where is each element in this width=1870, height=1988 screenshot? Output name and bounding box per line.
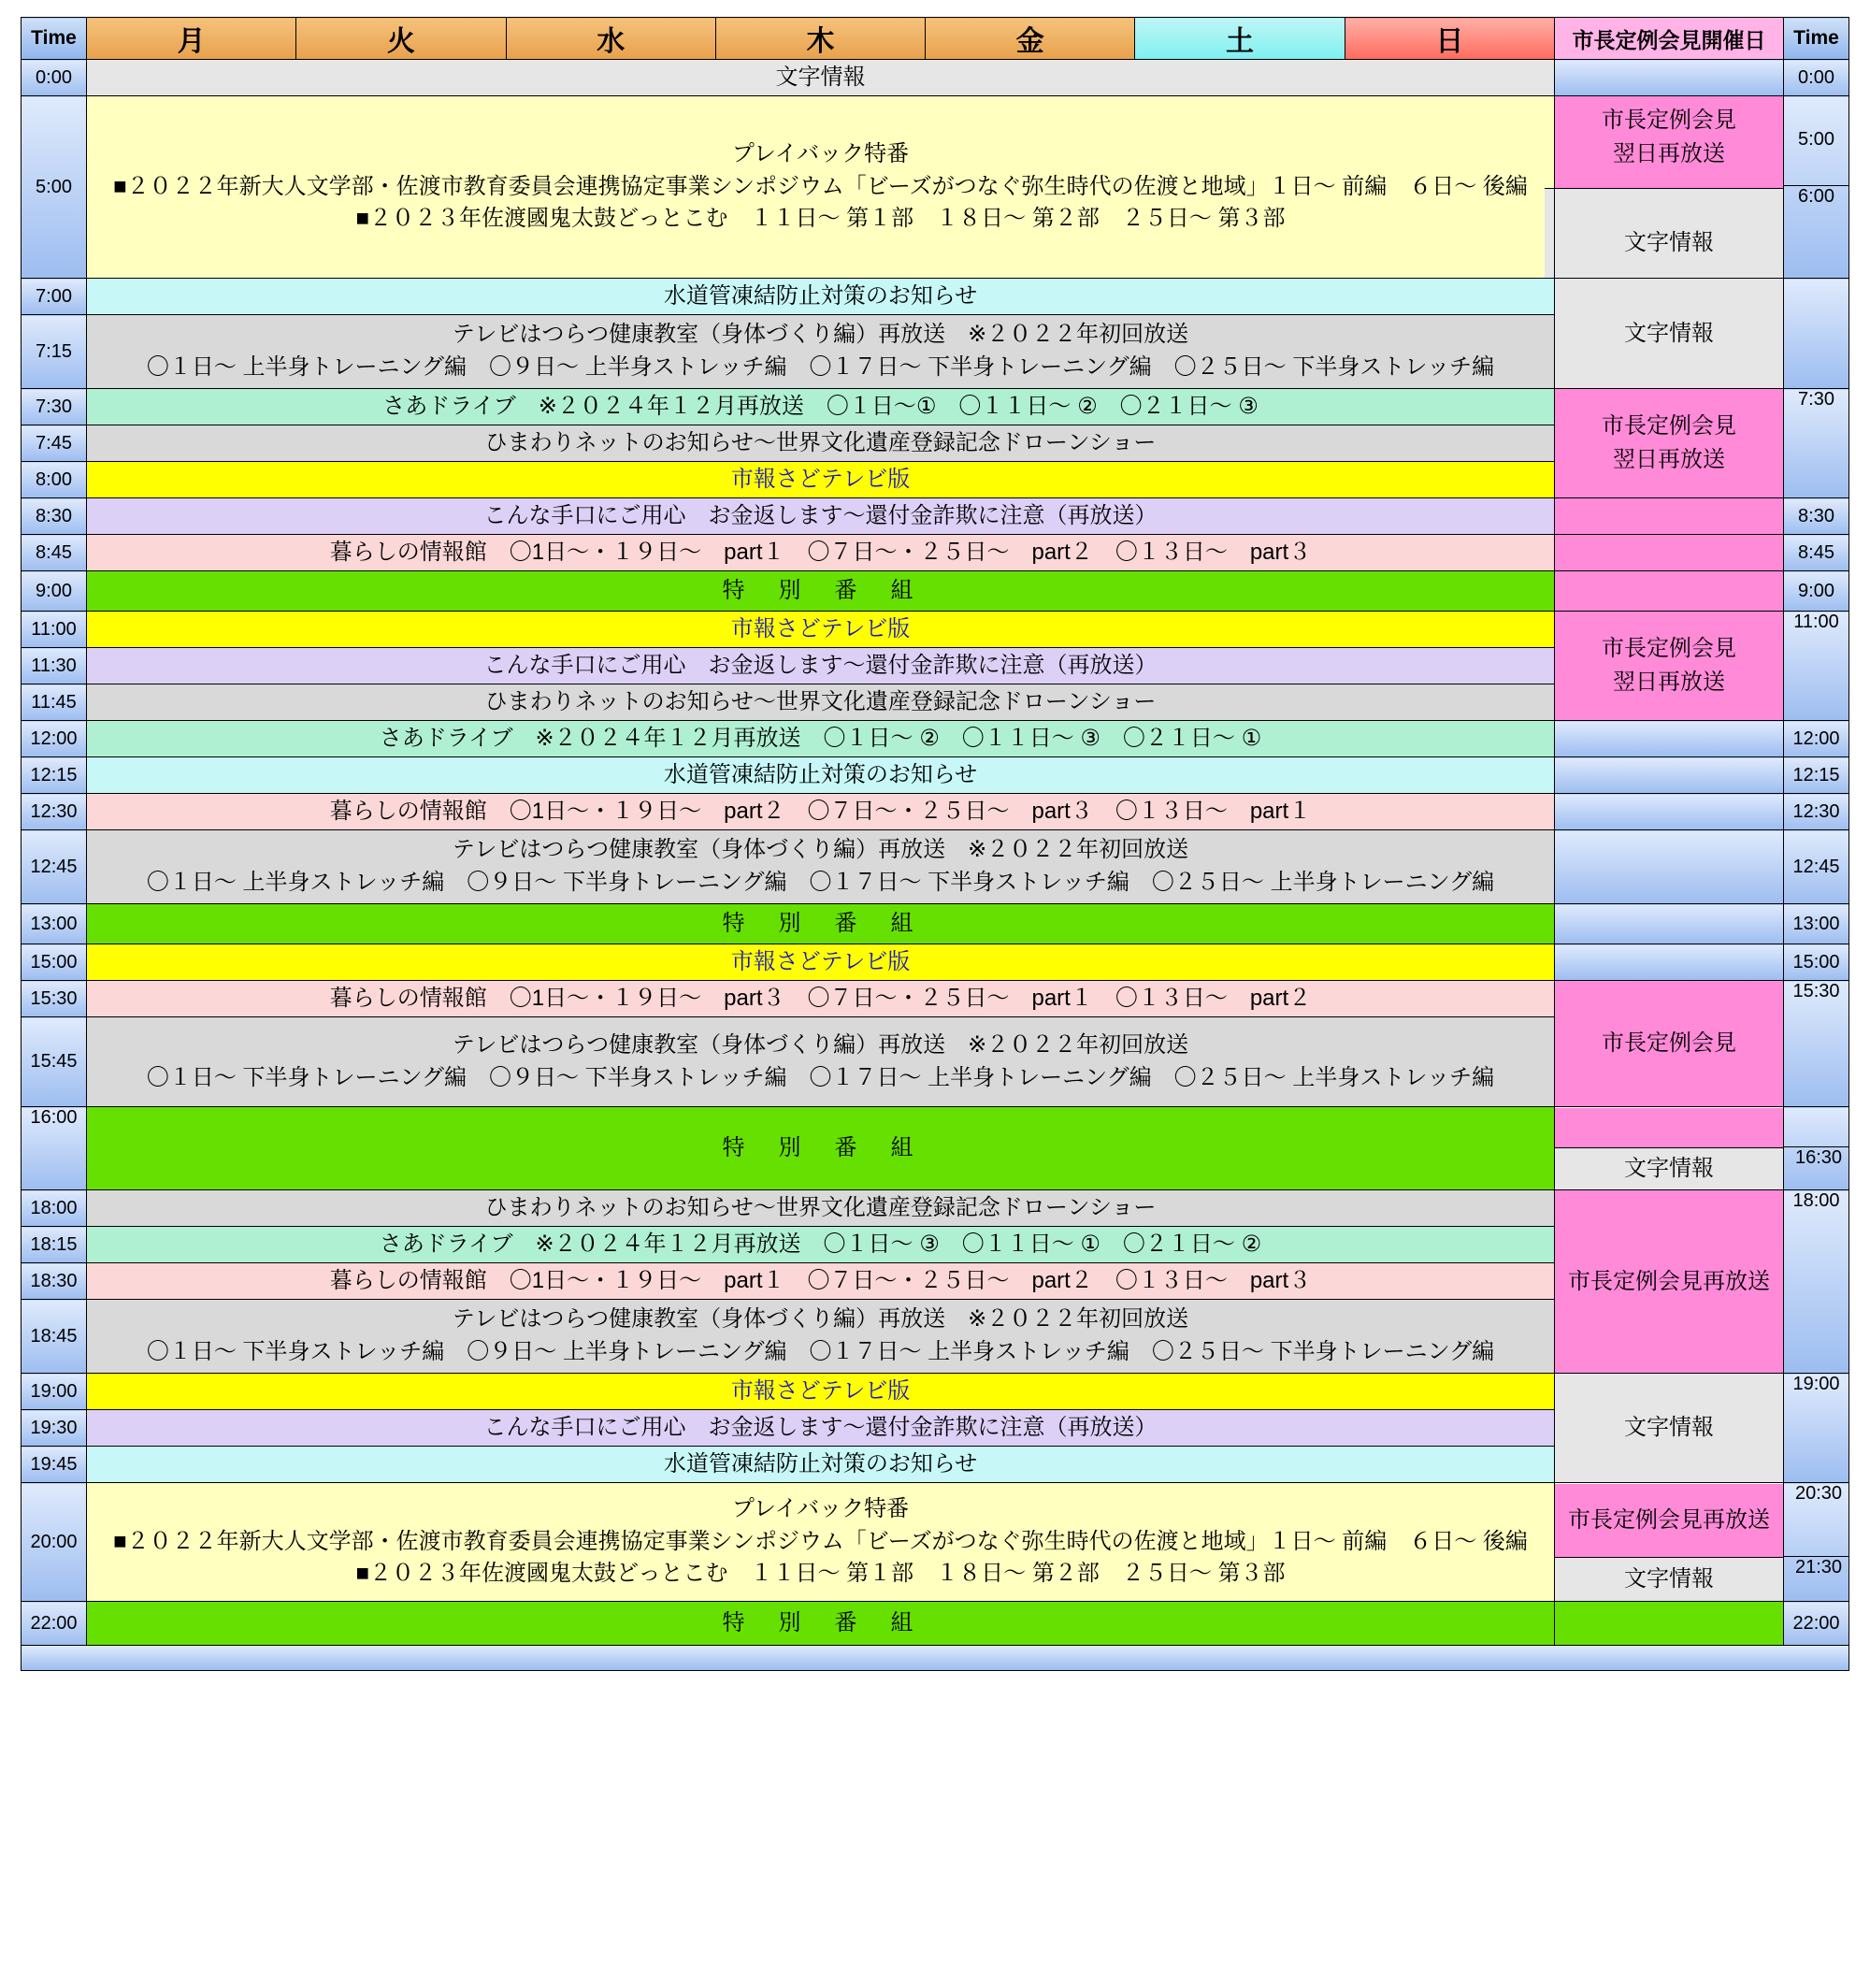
- press-line: 市長定例会見: [1602, 108, 1736, 133]
- table-row: [22, 1190, 1849, 1227]
- row-time-right: 12:45: [1784, 830, 1849, 904]
- press-line: 翌日再放送: [1613, 447, 1725, 472]
- row-time: 11:30: [22, 648, 87, 684]
- press-empty: [1555, 904, 1784, 944]
- table-row: [22, 904, 1849, 944]
- table-row: [22, 1602, 1849, 1646]
- row-time: 12:00: [22, 721, 87, 757]
- header-press-conference-day: 市長定例会見開催日: [1555, 18, 1784, 60]
- row-time: 11:00: [22, 612, 87, 648]
- header-day-thu: 木: [715, 18, 925, 60]
- row-time-right: 12:00: [1784, 721, 1849, 757]
- row-time: 8:00: [22, 462, 87, 498]
- row-time-right: 8:30: [1784, 498, 1849, 535]
- press-empty: [1555, 721, 1784, 757]
- program-title: プレイバック特番: [731, 1495, 910, 1521]
- table-header-row: [22, 18, 1849, 60]
- program-cell: 特 別 番 組: [87, 1602, 1555, 1646]
- row-time-right-top: 20:30: [1794, 1483, 1843, 1504]
- row-time-right: 7:30: [1784, 389, 1849, 498]
- row-time: 9:00: [22, 571, 87, 612]
- press-block: 市長定例会見再放送: [1555, 1484, 1783, 1557]
- program-cell: 暮らしの情報館 〇1日〜・１９日〜 part１ 〇７日〜・２５日〜 part２ 〇１３日〜 part３: [87, 1263, 1555, 1300]
- program-cell: こんな手口にご用心 お金返します〜還付金詐欺に注意（再放送）: [87, 498, 1555, 535]
- program-detail-2: ■２０２３年佐渡國鬼太鼓どっとこむ １１日〜 第１部 １８日〜 第２部 ２５日〜 第３部: [355, 206, 1286, 232]
- program-title: テレビはつらつ健康教室（身体づくり編）再放送 ※２０２２年初回放送: [452, 1031, 1189, 1058]
- program-title: テレビはつらつ健康教室（身体づくり編）再放送 ※２０２２年初回放送: [452, 1306, 1189, 1333]
- table-row: [22, 96, 1849, 279]
- program-cell: 文字情報: [87, 60, 1555, 96]
- press-block: [1555, 612, 1784, 721]
- table-row: [22, 612, 1849, 648]
- program-cell: 市報さどテレビ版: [87, 944, 1555, 981]
- press-block-group: [1555, 1107, 1784, 1190]
- program-detail-1: 〇１日〜 下半身ストレッチ編 〇９日〜 上半身トレーニング編 〇１７日〜 上半身ストレッチ編 〇２５日〜 下半身トレーニング編: [146, 1339, 1495, 1364]
- row-time: 19:30: [22, 1410, 87, 1447]
- program-cell: 市報さどテレビ版: [87, 612, 1555, 648]
- program-cell: さあドライブ ※２０２４年１２月再放送 〇１日〜① 〇１１日〜 ② 〇２１日〜 ③: [87, 389, 1555, 425]
- header-time-left: Time: [22, 18, 87, 60]
- table-row: [22, 535, 1849, 571]
- row-time-right-sub: 16:30: [1784, 1146, 1848, 1189]
- press-block: [1555, 389, 1784, 498]
- row-time-right: [1784, 1107, 1849, 1190]
- program-detail-1: 〇１日〜 下半身トレーニング編 〇９日〜 下半身ストレッチ編 〇１７日〜 上半身トレーニング編 〇２５日〜 上半身ストレッチ編: [146, 1064, 1495, 1090]
- program-cell: 市報さどテレビ版: [87, 462, 1555, 498]
- table-row: [22, 1107, 1849, 1190]
- program-cell: [87, 1483, 1555, 1602]
- program-cell: 水道管凍結防止対策のお知らせ: [87, 1447, 1555, 1483]
- press-line: 市長定例会見: [1602, 413, 1736, 439]
- press-block-group: [1555, 1483, 1784, 1602]
- press-block-empty: [1555, 571, 1784, 612]
- press-block-text-info: 文字情報: [1555, 1147, 1783, 1189]
- header-day-sat: 土: [1135, 18, 1345, 60]
- row-time: 8:30: [22, 498, 87, 535]
- row-time-right-bottom: 21:30: [1784, 1556, 1848, 1601]
- row-time-right: [1784, 96, 1849, 279]
- program-cell: 特 別 番 組: [87, 571, 1555, 612]
- program-title: テレビはつらつ健康教室（身体づくり編）再放送 ※２０２２年初回放送: [452, 837, 1189, 863]
- table-row: [22, 571, 1849, 612]
- program-cell: [87, 830, 1555, 904]
- program-detail-1: 〇１日〜 上半身トレーニング編 〇９日〜 上半身ストレッチ編 〇１７日〜 下半身トレーニング編 〇２５日〜 下半身ストレッチ編: [146, 354, 1495, 380]
- row-time: 20:00: [22, 1483, 87, 1602]
- program-cell: 暮らしの情報館 〇1日〜・１９日〜 part３ 〇７日〜・２５日〜 part１ 〇１３日〜 part２: [87, 981, 1555, 1017]
- program-detail-2: ■２０２３年佐渡國鬼太鼓どっとこむ １１日〜 第１部 １８日〜 第２部 ２５日〜 第３部: [355, 1561, 1286, 1587]
- row-time: 13:00: [22, 904, 87, 944]
- header-day-fri: 金: [926, 18, 1135, 60]
- row-time: 18:30: [22, 1263, 87, 1300]
- program-cell: こんな手口にご用心 お金返します〜還付金詐欺に注意（再放送）: [87, 1410, 1555, 1447]
- program-detail-1: 〇１日〜 上半身ストレッチ編 〇９日〜 下半身トレーニング編 〇１７日〜 下半身ストレッチ編 〇２５日〜 上半身トレーニング編: [146, 870, 1495, 895]
- program-cell: 暮らしの情報館 〇1日〜・１９日〜 part１ 〇７日〜・２５日〜 part２ 〇１３日〜 part３: [87, 535, 1555, 571]
- program-cell: こんな手口にご用心 お金返します〜還付金詐欺に注意（再放送）: [87, 648, 1555, 684]
- press-line: 翌日再放送: [1613, 670, 1725, 695]
- header-day-mon: 月: [87, 18, 296, 60]
- program-cell: さあドライブ ※２０２４年１２月再放送 〇１日〜 ③ 〇１１日〜 ① 〇２１日〜 ②: [87, 1227, 1555, 1263]
- press-block-empty: [1555, 1602, 1784, 1646]
- row-time: 16:00: [22, 1107, 87, 1190]
- press-line: 市長定例会見: [1602, 636, 1736, 661]
- row-time: 18:00: [22, 1190, 87, 1227]
- program-cell: 市報さどテレビ版: [87, 1374, 1555, 1410]
- table-row: [22, 279, 1849, 315]
- table-row: [22, 944, 1849, 981]
- header-time-right: Time: [1784, 18, 1849, 60]
- row-time: 18:15: [22, 1227, 87, 1263]
- table-row: [22, 60, 1849, 96]
- footer-strip: [21, 1646, 1849, 1671]
- press-block-text-info: 文字情報: [1545, 188, 1793, 286]
- table-row: [22, 794, 1849, 830]
- header-day-wed: 水: [506, 18, 715, 60]
- table-row: [22, 981, 1849, 1017]
- table-row: [22, 721, 1849, 757]
- program-detail-1: ■２０２２年新大人文学部・佐渡市教育委員会連携協定事業シンポジウム「ビーズがつなぐ弥生時代の佐渡と地域」１日〜 前編 ６日〜 後編: [113, 1528, 1528, 1554]
- row-time: 7:45: [22, 425, 87, 462]
- program-cell: ひまわりネットのお知らせ〜世界文化遺産登録記念ドローンショー: [87, 425, 1555, 462]
- row-time-right: 8:45: [1784, 535, 1849, 571]
- table-row: [22, 830, 1849, 904]
- program-title: テレビはつらつ健康教室（身体づくり編）再放送 ※２０２２年初回放送: [452, 322, 1189, 348]
- press-empty: [1555, 757, 1784, 794]
- row-time-right: 15:30: [1784, 981, 1849, 1107]
- row-time-right: 19:00: [1784, 1374, 1849, 1483]
- row-time-right: [1784, 279, 1849, 389]
- row-time-right: 12:30: [1784, 794, 1849, 830]
- press-block: 市長定例会見再放送: [1555, 1190, 1784, 1374]
- press-empty: [1555, 830, 1784, 904]
- press-empty: [1555, 944, 1784, 981]
- row-time-right: 22:00: [1784, 1602, 1849, 1646]
- row-time-right: 12:15: [1784, 757, 1849, 794]
- schedule-table: [21, 17, 1849, 1646]
- press-block: 文字情報: [1555, 279, 1784, 389]
- press-block-empty: [1555, 498, 1784, 535]
- table-row: [22, 1374, 1849, 1410]
- row-time-right: 13:00: [1784, 904, 1849, 944]
- program-cell: [87, 1300, 1555, 1374]
- row-time: 15:00: [22, 944, 87, 981]
- row-time-right: 0:00: [1784, 60, 1849, 96]
- header-day-tue: 火: [296, 18, 506, 60]
- row-time: 18:45: [22, 1300, 87, 1374]
- row-time: 15:45: [22, 1017, 87, 1107]
- program-cell: 水道管凍結防止対策のお知らせ: [87, 757, 1555, 794]
- table-row: [22, 498, 1849, 535]
- row-time-right: 9:00: [1784, 571, 1849, 612]
- program-cell: ひまわりネットのお知らせ〜世界文化遺産登録記念ドローンショー: [87, 1190, 1555, 1227]
- row-time: 7:00: [22, 279, 87, 315]
- press-block-empty: [1555, 1108, 1783, 1147]
- header-day-sun: 日: [1345, 18, 1554, 60]
- program-cell: ひまわりネットのお知らせ〜世界文化遺産登録記念ドローンショー: [87, 684, 1555, 721]
- row-time: 15:30: [22, 981, 87, 1017]
- row-time: 0:00: [22, 60, 87, 96]
- program-cell: 特 別 番 組: [87, 1107, 1555, 1190]
- program-cell: [87, 1017, 1555, 1107]
- row-time: 12:45: [22, 830, 87, 904]
- row-time-right-bottom: 6:00: [1784, 185, 1848, 245]
- press-block: 市長定例会見: [1555, 981, 1784, 1107]
- press-line: 翌日再放送: [1613, 141, 1725, 166]
- row-time: 12:15: [22, 757, 87, 794]
- press-block-empty: [1555, 535, 1784, 571]
- program-title: プレイバック特番: [731, 140, 910, 166]
- row-time: 5:00: [22, 96, 87, 279]
- press-empty: [1555, 794, 1784, 830]
- program-cell: 暮らしの情報館 〇1日〜・１９日〜 part２ 〇７日〜・２５日〜 part３ 〇１３日〜 part１: [87, 794, 1555, 830]
- row-time: 22:00: [22, 1602, 87, 1646]
- program-cell: さあドライブ ※２０２４年１２月再放送 〇１日〜 ② 〇１１日〜 ③ 〇２１日〜 ①: [87, 721, 1555, 757]
- row-time-right: [1784, 1483, 1849, 1602]
- row-time-right-top: 5:00: [1798, 129, 1834, 150]
- program-detail-1: ■２０２２年新大人文学部・佐渡市教育委員会連携協定事業シンポジウム「ビーズがつなぐ弥生時代の佐渡と地域」１日〜 前編 ６日〜 後編: [113, 173, 1528, 199]
- row-time: 8:45: [22, 535, 87, 571]
- row-time: 7:15: [22, 315, 87, 389]
- row-time: 19:45: [22, 1447, 87, 1483]
- row-time: 12:30: [22, 794, 87, 830]
- row-time-right: 11:00: [1784, 612, 1849, 721]
- row-time: 19:00: [22, 1374, 87, 1410]
- program-cell: 特 別 番 組: [87, 904, 1555, 944]
- row-time: 11:45: [22, 684, 87, 721]
- program-cell: 水道管凍結防止対策のお知らせ: [87, 279, 1555, 315]
- press-block: [1555, 96, 1784, 279]
- row-time: 7:30: [22, 389, 87, 425]
- program-cell: [87, 315, 1555, 389]
- press-empty: [1555, 60, 1784, 96]
- table-row: [22, 1483, 1849, 1602]
- press-block: 文字情報: [1555, 1374, 1784, 1483]
- table-row: [22, 757, 1849, 794]
- table-row: [22, 389, 1849, 425]
- program-cell: [87, 96, 1555, 279]
- row-time-right: 15:00: [1784, 944, 1849, 981]
- row-time-right: 18:00: [1784, 1190, 1849, 1374]
- press-block-text-info: 文字情報: [1555, 1557, 1783, 1601]
